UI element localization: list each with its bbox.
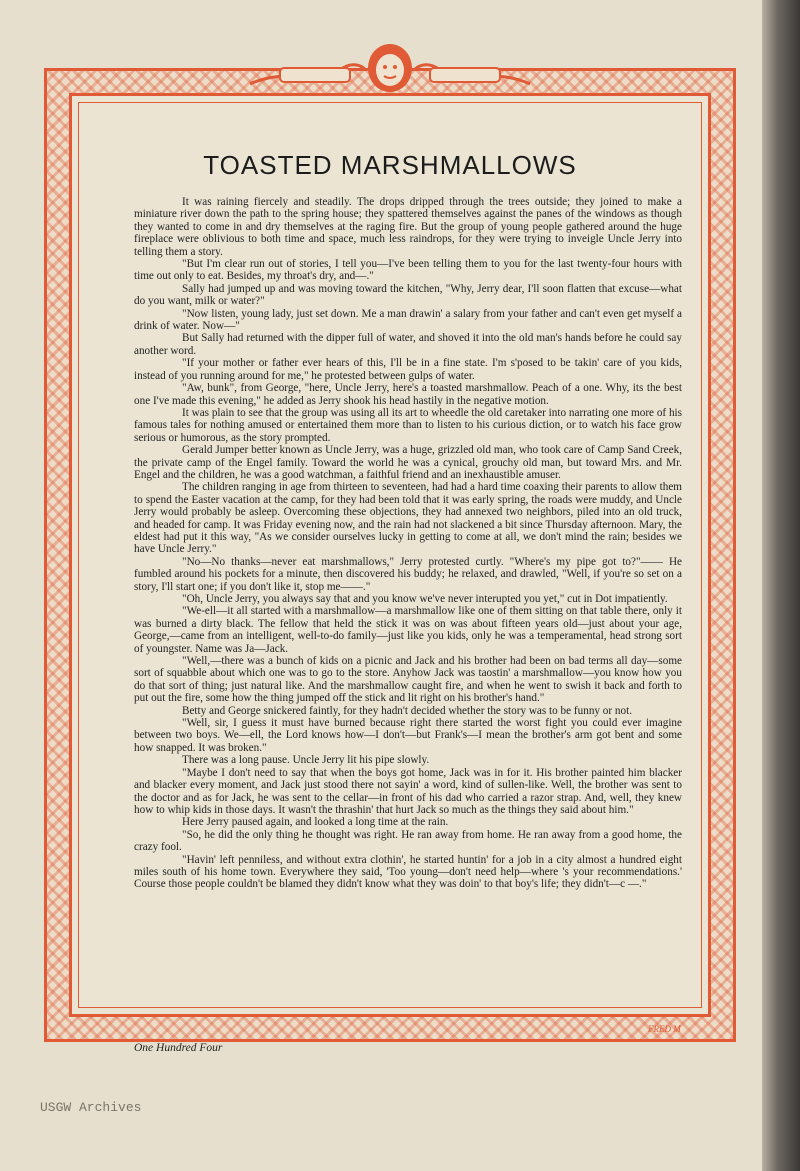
paragraph: "Oh, Uncle Jerry, you always say that and you know we've never interupted you yet," cut in Dot impatiently. bbox=[182, 593, 668, 605]
page-number: One Hundred Four bbox=[134, 1042, 223, 1054]
paragraph: "Havin' left penniless, and without extra clothin', he started huntin' for a job in a city almost a hundred eight miles south of his home town. Everywhere they said, 'Too young—don't need help—where 's your recommendations.' Course those people couldn't be blamed they didn't know what they was doin' to that boy's life; they didn't—c —." bbox=[134, 853, 682, 891]
watermark: USGW Archives bbox=[40, 1100, 142, 1115]
paragraph: "Aw, bunk", from George, "here, Uncle Jerry, here's a toasted marshmallow. Peach of a one. Why, its the best one I've made this evening," he added as Jerry shook his head hastily in the negative motion. bbox=[134, 382, 682, 407]
paragraph: Betty and George snickered faintly, for they hadn't decided whether the story was to be funny or not. bbox=[182, 704, 633, 717]
page-title: TOASTED MARSHMALLOWS bbox=[203, 150, 577, 180]
paragraph: Sally had jumped up and was moving toward the kitchen, "Why, Jerry dear, I'll soon flatten that excuse—what do you want, milk or water?" bbox=[134, 282, 682, 308]
paragraph: "Maybe I don't need to say that when the boys got home, Jack was in for it. His brother painted him blacker and blacker every moment, and Jack just stood there not sayin' a word, kind of sullen-like. Well, the brother was sent to the doctor and as for Jack, he was sent to the cellar—in front of his dad who carried a razor strap. And, well, they knew how to whip kids in those days. It wasn't the thrashin' that hurt Jack so much as the things they said about him." bbox=[134, 766, 682, 816]
paragraph: It was raining fiercely and steadily. The drops dripped through the trees outside; they joined to make a miniature river down the path to the spring house; they spattered themselves against the panes of the windows as though they wanted to come in and dry themselves at the raging fire. But the group of young people gathered around the huge fireplace were oblivious to both time and space, much less raindrops, for they were trying to inveigle Uncle Jerry into telling them a story. bbox=[134, 196, 682, 258]
book-spine bbox=[762, 0, 800, 1171]
scroll-ornament-icon bbox=[240, 40, 540, 96]
paragraph: "But I'm clear run out of stories, I tell you—I've been telling them to you for the last twenty-four hours with time out only to eat. Besides, my throat's dry, and—." bbox=[134, 258, 682, 283]
paragraph: But Sally had returned with the dipper full of water, and shoved it into the old man's hands before he could say another word. bbox=[134, 332, 682, 357]
story-body bbox=[134, 196, 682, 891]
paragraph: "So, he did the only thing he thought was right. He ran away from home. He ran away from a good home, the crazy fool. bbox=[134, 828, 682, 854]
paragraph: "Well, sir, I guess it must have burned because right there started the worst fight you could ever imagine between two boys. We—ell, the Lord knows how—I don't—but Frank's—I mean the brother's arm got bent and some how snapped. It was broken." bbox=[134, 717, 682, 754]
paragraph: "No—No thanks—never eat marshmallows," Jerry protested curtly. "Where's my pipe got to?"—— He fumbled around his pockets for a minute, then discovered his buddy; he relaxed, and drawled, "Well, if you're so set on a story, I'll start one; if you don't like it, stop me——." bbox=[134, 555, 682, 593]
paragraph: "We-ell—it all started with a marshmallow—a marshmallow like one of them sitting on that table there, only it was burned a dirty black. The fellow that held the stick it was on was about fifteen years old—just about your age, George,—came from an intelligent, well-to-do family—just like you kids, only he was a temperamental, head strong sort of youngster. Name was Ja—Jack. bbox=[134, 605, 682, 655]
paragraph: Gerald Jumper better known as Uncle Jerry, was a huge, grizzled old man, who took care of Camp Sand Creek, the private camp of the Engel family. Toward the world he was a cynical, grouchy old man, but toward Mrs. and Mr. Engel and the children, he was a good watchman, a faithful friend and an inexhaustible amuser. bbox=[134, 444, 682, 481]
paragraph: The children ranging in age from thirteen to seventeen, had had a hard time coaxing their parents to allow them to spend the Easter vacation at the camp, for they had been told that it was early spring, the roads were muddy, and Uncle Jerry would probably be asleep. Overcoming these objections, they had annexed two neighbors, piled into an old truck, and headed for camp. It was Friday evening now, and the rain had not slackened a bit since Thursday afternoon. Mary, the eldest had put it this way, "As we consider ourselves lucky in getting to come at all, we don't mind the rain; besides we have Uncle Jerry." bbox=[134, 481, 682, 556]
paragraph: "If your mother or father ever hears of this, I'll be in a fine state. I'm s'posed to be takin' care of you kids, instead of you running around for me," he protested between gulps of water. bbox=[134, 357, 682, 382]
artist-signature: FRED M bbox=[648, 1024, 681, 1034]
paragraph: Here Jerry paused again, and looked a long time at the rain. bbox=[182, 816, 449, 829]
paragraph: It was plain to see that the group was using all its art to wheedle the old caretaker into narrating one more of his famous tales for nothing amused or entertained them more than to listen to his curious diction, or to watch his face grow serious or humorous, as the story prompted. bbox=[134, 406, 682, 444]
paragraph: "Now listen, young lady, just set down. Me a man drawin' a salary from your father and can't even get myself a drink of water. Now—" bbox=[134, 307, 682, 333]
paragraph: "Well,—there was a bunch of kids on a picnic and Jack and his brother had been on bad terms all day—some sort of squabble about which one was to go to the store. Anyhow Jack was taostin' a marshmallow—you know how you do that sort of thing; just natural like. And the marshmallow caught fire, and when he went to swish it back and forth to put out the fire, some how the thing jumped off the stick and lit right on his brother's hand." bbox=[134, 655, 682, 705]
paragraph: There was a long pause. Uncle Jerry lit his pipe slowly. bbox=[182, 754, 430, 767]
